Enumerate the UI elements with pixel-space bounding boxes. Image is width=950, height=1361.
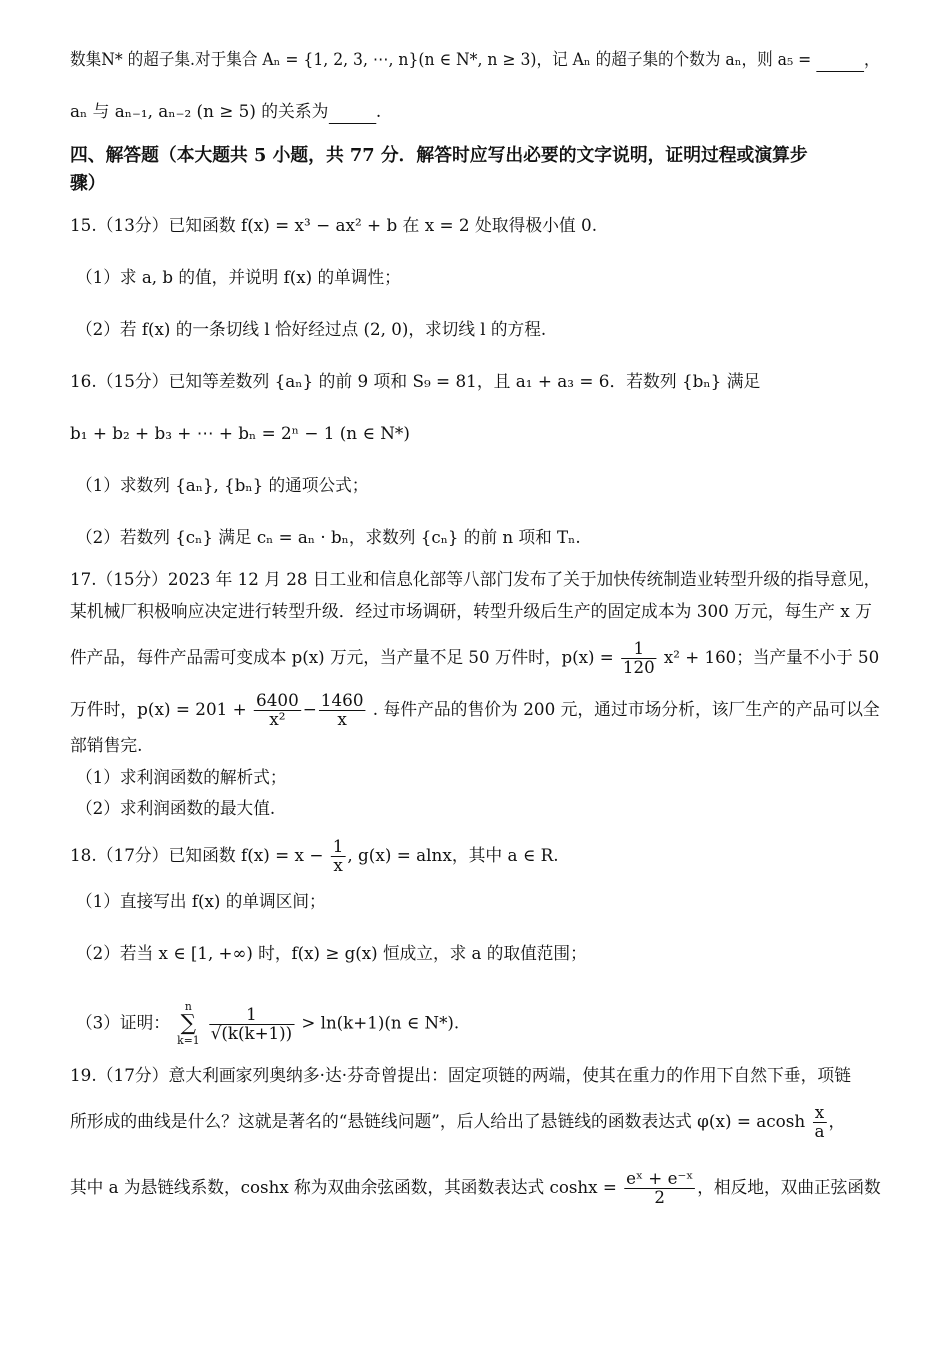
q16-part-2: （2）若数列 {cₙ} 满足 cₙ = aₙ · bₙ，求数列 {cₙ} 的前 n 项和 Tₙ. <box>76 528 581 548</box>
fraction-1-over-x: $\frac{1}{x}$ <box>332 837 344 876</box>
q14-line-2: aₙ 与 aₙ₋₁, aₙ₋₂ (n ≥ 5) 的关系为 . <box>70 102 382 122</box>
q14-line-1: 数集N* 的超子集.对于集合 Aₙ = {1, 2, 3, ⋯, n}(n ∈ N*, n ≥ 3)，记 Aₙ 的超子集的个数为 aₙ，则 a₅ = ， <box>70 50 880 70</box>
fraction-1460-over-x: $\frac{1460}{x}$ <box>320 691 364 730</box>
q15-part-2: （2）若 f(x) 的一条切线 l 恰好经过点 (2, 0)，求切线 l 的方程. <box>76 320 547 340</box>
q16-formula: b₁ + b₂ + b₃ + ⋯ + bₙ = 2ⁿ − 1 (n ∈ N*) <box>70 424 410 444</box>
q18-part-1: （1）直接写出 f(x) 的单调区间； <box>76 892 326 912</box>
fraction-1-over-sqrt: $\frac{1}{√(k(k+1))}$ <box>210 1004 293 1044</box>
q17-line-2: 某机械厂积极响应决定进行转型升级．经过市场调研，转型升级后生产的固定成本为 300 万元，每生产 x 万 <box>70 602 872 622</box>
answer-blank-a5 <box>816 55 864 72</box>
fraction-6400-over-x2: $\frac{6400}{\text{x²}}$ <box>256 691 299 730</box>
q17-part-1: （1）求利润函数的解析式； <box>76 768 287 788</box>
q15-part-1: （1）求 a, b 的值，并说明 f(x) 的单调性； <box>76 268 401 288</box>
q16-part-1: （1）求数列 {aₙ}, {bₙ} 的通项公式； <box>76 476 369 496</box>
fraction-x-over-a: $\frac{x}{a}$ <box>814 1103 825 1142</box>
q17-line-4: 万件时，p(x) = 201 + $\frac{6400}{\text{x²}}$ − $\frac{1460}{x}$ . 每件产品的售价为 200 元，通过市场分析，该厂生产的产品可以全 <box>70 691 880 730</box>
summation-symbol: n ∑ k=1 <box>177 1000 200 1047</box>
q14-text-2: aₙ 与 aₙ₋₁, aₙ₋₂ (n ≥ 5) 的关系为 <box>70 102 329 122</box>
answer-blank-relation <box>328 107 375 124</box>
q19-line-2: 所形成的曲线是什么？这就是著名的“悬链线问题”，后人给出了悬链线的函数表达式 φ(x) = acosh $\frac{x}{a}$ ， <box>70 1103 846 1142</box>
q14-text-1: 数集N* 的超子集.对于集合 Aₙ = {1, 2, 3, ⋯, n}(n ∈ N*, n ≥ 3)，记 Aₙ 的超子集的个数为 aₙ，则 a₅ = <box>70 50 817 70</box>
q18-part-3: （3）证明： n ∑ k=1 $\frac{1}{√(k(k+1))}$ > ln(k+1)(n ∈ N*). <box>76 1000 460 1047</box>
fraction-1-over-120: $\frac{1}{120}$ <box>622 639 655 678</box>
q16-stem: 16.（15分）已知等差数列 {aₙ} 的前 9 项和 S₉ = 81，且 a₁ + a₃ = 6．若数列 {bₙ} 满足 <box>70 372 761 392</box>
section-4-title-line-1: 四、解答题（本大题共 5 小题，共 77 分．解答时应写出必要的文字说明，证明过程或演算步 <box>70 145 808 166</box>
q17-part-2: （2）求利润函数的最大值. <box>76 799 276 819</box>
q19-line-1: 19.（17分）意大利画家列奥纳多·达·芬奇曾提出：固定项链的两端，使其在重力的作用下自然下垂，项链 <box>70 1066 851 1086</box>
q18-part-2: （2）若当 x ∈ [1, +∞) 时，f(x) ≥ g(x) 恒成立，求 a 的取值范围； <box>76 944 587 964</box>
q19-line-3: 其中 a 为悬链线系数，coshx 称为双曲余弦函数，其函数表达式 coshx = $\frac{\text{eˣ + e⁻ˣ}}{2}$ ，相反地，双曲正弦函数 <box>70 1169 881 1208</box>
fraction-cosh-definition: $\frac{\text{eˣ + e⁻ˣ}}{2}$ <box>626 1169 694 1208</box>
section-4-title-line-2: 骤） <box>70 173 106 194</box>
q17-line-3: 件产品，每件产品需可变成本 p(x) 万元，当产量不足 50 万件时，p(x) = $\frac{1}{120}$ x² + 160；当产量不小于 50 <box>70 639 880 678</box>
q17-line-1: 17.（15分）2023 年 12 月 28 日工业和信息化部等八部门发布了关于加快传统制造业转型升级的指导意见， <box>70 570 881 590</box>
q15-stem: 15.（13分）已知函数 f(x) = x³ − ax² + b 在 x = 2 处取得极小值 0. <box>70 216 598 236</box>
q18-stem: 18.（17分）已知函数 f(x) = x − $\frac{1}{x}$ , g(x) = alnx，其中 a ∈ R. <box>70 837 559 876</box>
q17-line-5: 部销售完. <box>70 736 143 756</box>
